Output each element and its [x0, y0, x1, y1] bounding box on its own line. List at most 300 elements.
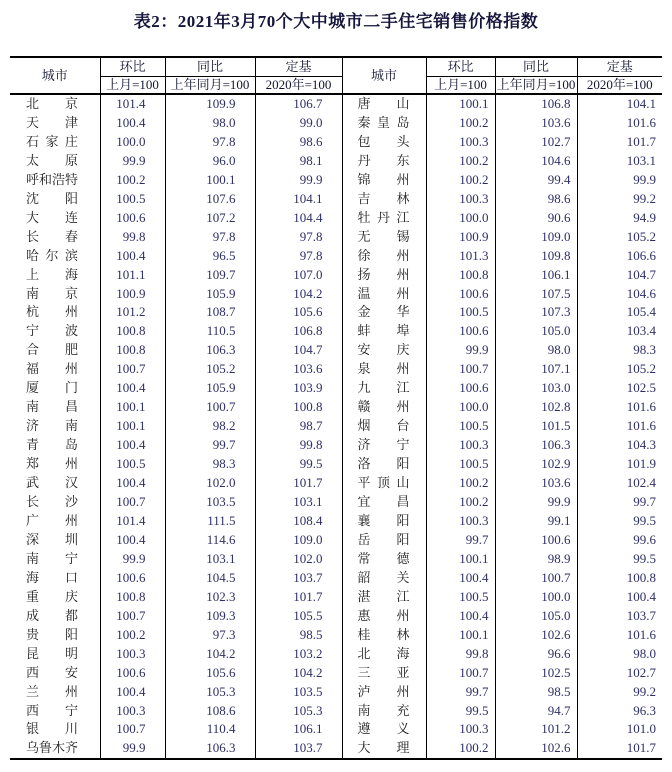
city-cell [10, 398, 100, 417]
city-name: 兰州 [26, 683, 78, 699]
city-cell [10, 455, 100, 474]
city-name: 合肥 [26, 342, 78, 358]
fixed-base-cell: 101.9 [577, 455, 662, 474]
mom-cell: 100.8 [426, 266, 495, 285]
city-name: 岳阳 [357, 531, 410, 547]
yoy-cell: 101.2 [495, 720, 577, 739]
yoy-cell: 105.6 [165, 664, 255, 683]
yoy-cell: 105.3 [165, 683, 255, 702]
city-cell [10, 531, 100, 550]
city-name: 丹东 [357, 152, 410, 168]
header-fixed-right: 定基 [577, 57, 662, 77]
mom-cell: 100.9 [426, 228, 495, 247]
yoy-cell: 109.9 [165, 94, 255, 114]
city-cell [10, 702, 100, 721]
mom-cell: 100.2 [100, 626, 165, 645]
yoy-cell: 98.0 [165, 114, 255, 133]
yoy-cell: 98.0 [495, 341, 577, 360]
yoy-cell: 111.5 [165, 512, 255, 531]
city-cell [342, 322, 426, 341]
mom-cell: 100.5 [426, 417, 495, 436]
fixed-base-cell: 99.2 [577, 683, 662, 702]
page-title: 表2：2021年3月70个大中城市二手住宅销售价格指数 [133, 12, 539, 31]
city-cell [342, 228, 426, 247]
mom-cell: 100.0 [426, 398, 495, 417]
city-name: 赣州 [357, 399, 410, 415]
fixed-base-cell: 103.5 [255, 683, 342, 702]
fixed-base-cell: 105.2 [577, 228, 662, 247]
yoy-cell: 106.1 [495, 266, 577, 285]
city-name: 乌鲁木齐 [26, 740, 79, 756]
city-name: 泉州 [357, 361, 410, 377]
table-row [10, 739, 662, 759]
mom-cell: 100.7 [100, 493, 165, 512]
fixed-base-cell: 101.7 [255, 474, 342, 493]
city-name: 锦州 [357, 171, 410, 187]
fixed-base-cell: 103.1 [255, 493, 342, 512]
mom-cell: 100.1 [426, 550, 495, 569]
yoy-cell: 100.7 [495, 569, 577, 588]
city-cell [10, 512, 100, 531]
fixed-base-cell: 103.7 [255, 739, 342, 759]
fixed-base-cell: 98.1 [255, 152, 342, 171]
table-row [10, 626, 662, 645]
mom-cell: 100.7 [100, 720, 165, 739]
mom-cell: 100.0 [426, 209, 495, 228]
city-name: 韶关 [357, 569, 410, 585]
city-cell [10, 228, 100, 247]
city-cell [342, 190, 426, 209]
mom-cell: 100.8 [100, 588, 165, 607]
fixed-base-cell: 103.7 [577, 607, 662, 626]
table-row [10, 683, 662, 702]
header-fixed-left: 定基 [255, 57, 342, 77]
fixed-base-cell: 101.0 [577, 720, 662, 739]
yoy-cell: 100.7 [165, 398, 255, 417]
city-cell [342, 683, 426, 702]
city-cell [342, 739, 426, 759]
city-cell [10, 285, 100, 304]
yoy-cell: 100.1 [165, 171, 255, 190]
yoy-cell: 99.9 [495, 493, 577, 512]
mom-cell: 100.6 [426, 322, 495, 341]
yoy-cell: 109.8 [495, 247, 577, 266]
fixed-base-cell: 99.8 [255, 436, 342, 455]
mom-cell: 100.7 [426, 360, 495, 379]
city-name: 平顶山 [357, 475, 410, 491]
table-row [10, 436, 662, 455]
city-name: 呼和浩特 [26, 171, 79, 187]
city-name: 宜昌 [357, 494, 410, 510]
mom-cell: 100.2 [426, 171, 495, 190]
table-row [10, 398, 662, 417]
yoy-cell: 96.0 [165, 152, 255, 171]
fixed-base-cell: 103.1 [577, 152, 662, 171]
city-cell [10, 436, 100, 455]
mom-cell: 100.5 [426, 303, 495, 322]
mom-cell: 100.7 [100, 360, 165, 379]
header-mom-right: 环比 [426, 57, 495, 77]
mom-cell: 100.6 [426, 379, 495, 398]
table-row [10, 247, 662, 266]
yoy-cell: 106.3 [165, 739, 255, 759]
fixed-base-cell: 99.9 [255, 171, 342, 190]
yoy-cell: 103.1 [165, 550, 255, 569]
fixed-base-cell: 104.4 [255, 209, 342, 228]
city-cell [10, 171, 100, 190]
yoy-cell: 106.3 [165, 341, 255, 360]
header-city-left: 城市 [10, 57, 100, 94]
table-row [10, 190, 662, 209]
fixed-base-cell: 98.6 [255, 133, 342, 152]
fixed-base-cell: 97.8 [255, 247, 342, 266]
mom-cell: 99.7 [426, 531, 495, 550]
city-cell [342, 94, 426, 114]
yoy-cell: 103.5 [165, 493, 255, 512]
city-name: 洛阳 [357, 456, 410, 472]
city-cell [342, 398, 426, 417]
table-row [10, 285, 662, 304]
city-name: 秦皇岛 [357, 114, 410, 130]
mom-cell: 100.8 [100, 322, 165, 341]
city-name: 湛江 [357, 588, 410, 604]
table-row [10, 152, 662, 171]
table-row [10, 512, 662, 531]
city-cell [342, 550, 426, 569]
table-row [10, 550, 662, 569]
mom-cell: 100.5 [426, 455, 495, 474]
table-row [10, 209, 662, 228]
yoy-cell: 105.2 [165, 360, 255, 379]
yoy-cell: 107.3 [495, 303, 577, 322]
yoy-cell: 97.3 [165, 626, 255, 645]
city-cell [342, 512, 426, 531]
fixed-base-cell: 98.7 [255, 417, 342, 436]
mom-cell: 100.5 [100, 190, 165, 209]
mom-cell: 99.5 [426, 702, 495, 721]
city-cell [342, 474, 426, 493]
fixed-base-cell: 98.3 [577, 341, 662, 360]
table-row [10, 474, 662, 493]
table-row [10, 379, 662, 398]
mom-cell: 100.3 [426, 512, 495, 531]
city-name: 徐州 [357, 247, 410, 263]
city-cell [342, 664, 426, 683]
yoy-cell: 96.5 [165, 247, 255, 266]
city-cell [10, 247, 100, 266]
city-name: 吉林 [357, 190, 410, 206]
mom-cell: 99.9 [426, 341, 495, 360]
fixed-base-cell: 98.0 [577, 645, 662, 664]
yoy-cell: 102.5 [495, 664, 577, 683]
table-row [10, 569, 662, 588]
fixed-base-cell: 109.0 [255, 531, 342, 550]
yoy-cell: 103.0 [495, 379, 577, 398]
fixed-base-cell: 101.6 [577, 114, 662, 133]
mom-cell: 99.8 [100, 228, 165, 247]
fixed-base-cell: 104.3 [577, 436, 662, 455]
header-fixed-base-left: 2020年=100 [255, 77, 342, 95]
mom-cell: 100.4 [100, 531, 165, 550]
city-cell [342, 720, 426, 739]
city-cell [10, 322, 100, 341]
fixed-base-cell: 98.5 [255, 626, 342, 645]
fixed-base-cell: 104.1 [255, 190, 342, 209]
city-cell [10, 114, 100, 133]
city-cell [10, 588, 100, 607]
fixed-base-cell: 104.6 [577, 285, 662, 304]
mom-cell: 101.3 [426, 247, 495, 266]
mom-cell: 100.3 [426, 436, 495, 455]
city-cell [342, 417, 426, 436]
fixed-base-cell: 99.7 [577, 493, 662, 512]
fixed-base-cell: 104.2 [255, 664, 342, 683]
city-cell [342, 645, 426, 664]
header-yoy-right: 同比 [495, 57, 577, 77]
city-name: 深圳 [26, 531, 78, 547]
city-name: 北海 [357, 645, 410, 661]
header-city-right: 城市 [342, 57, 426, 94]
city-name: 青岛 [26, 437, 78, 453]
fixed-base-cell: 105.2 [577, 360, 662, 379]
table-row [10, 228, 662, 247]
mom-cell: 100.2 [426, 493, 495, 512]
fixed-base-cell: 102.4 [577, 474, 662, 493]
city-cell [10, 341, 100, 360]
mom-cell: 100.3 [100, 645, 165, 664]
yoy-cell: 104.6 [495, 152, 577, 171]
table-row [10, 266, 662, 285]
table-row [10, 720, 662, 739]
yoy-cell: 105.9 [165, 379, 255, 398]
yoy-cell: 99.4 [495, 171, 577, 190]
price-index-table [10, 56, 662, 760]
fixed-base-cell: 94.9 [577, 209, 662, 228]
table-row [10, 171, 662, 190]
mom-cell: 100.4 [100, 247, 165, 266]
city-cell [342, 455, 426, 474]
fixed-base-cell: 102.5 [577, 379, 662, 398]
city-name: 包头 [357, 133, 410, 149]
city-cell [10, 417, 100, 436]
city-name: 安庆 [357, 342, 410, 358]
table-row [10, 493, 662, 512]
city-name: 牡丹江 [357, 209, 410, 225]
city-name: 成都 [26, 607, 78, 623]
yoy-cell: 94.7 [495, 702, 577, 721]
table-row [10, 455, 662, 474]
fixed-base-cell: 104.7 [255, 341, 342, 360]
mom-cell: 100.9 [100, 285, 165, 304]
mom-cell: 100.4 [426, 569, 495, 588]
city-name: 郑州 [26, 456, 78, 472]
table-row [10, 360, 662, 379]
city-cell [10, 683, 100, 702]
mom-cell: 100.1 [426, 626, 495, 645]
fixed-base-cell: 106.7 [255, 94, 342, 114]
city-name: 遵义 [357, 721, 410, 737]
header-fixed-base-right: 2020年=100 [577, 77, 662, 95]
yoy-cell: 114.6 [165, 531, 255, 550]
city-cell [342, 266, 426, 285]
fixed-base-cell: 99.5 [255, 455, 342, 474]
city-cell [342, 152, 426, 171]
mom-cell: 100.5 [100, 455, 165, 474]
city-name: 惠州 [357, 607, 410, 623]
mom-cell: 99.9 [100, 739, 165, 759]
fixed-base-cell: 107.0 [255, 266, 342, 285]
mom-cell: 100.7 [426, 664, 495, 683]
city-name: 泸州 [357, 683, 410, 699]
yoy-cell: 97.8 [165, 228, 255, 247]
mom-cell: 100.3 [426, 133, 495, 152]
yoy-cell: 102.0 [165, 474, 255, 493]
city-name: 西宁 [26, 702, 78, 718]
city-cell [342, 569, 426, 588]
fixed-base-cell: 101.7 [577, 739, 662, 759]
fixed-base-cell: 101.6 [577, 417, 662, 436]
fixed-base-cell: 96.3 [577, 702, 662, 721]
city-name: 三亚 [357, 664, 410, 680]
city-name: 大理 [357, 740, 410, 756]
fixed-base-cell: 99.2 [577, 190, 662, 209]
mom-cell: 99.9 [100, 152, 165, 171]
header-mom-base-left: 上月=100 [100, 77, 165, 95]
mom-cell: 100.0 [100, 133, 165, 152]
city-name: 海口 [26, 569, 78, 585]
mom-cell: 100.1 [100, 398, 165, 417]
city-cell [10, 720, 100, 739]
yoy-cell: 110.5 [165, 322, 255, 341]
city-name: 烟台 [357, 418, 410, 434]
city-name: 温州 [357, 285, 410, 301]
yoy-cell: 106.8 [495, 94, 577, 114]
city-cell [342, 341, 426, 360]
fixed-base-cell: 105.5 [255, 607, 342, 626]
city-cell [342, 379, 426, 398]
fixed-base-cell: 106.1 [255, 720, 342, 739]
city-name: 重庆 [26, 588, 78, 604]
city-name: 福州 [26, 361, 78, 377]
mom-cell: 100.6 [100, 664, 165, 683]
city-name: 南京 [26, 285, 78, 301]
mom-cell: 101.4 [100, 94, 165, 114]
mom-cell: 100.5 [426, 588, 495, 607]
yoy-cell: 107.2 [165, 209, 255, 228]
yoy-cell: 108.6 [165, 702, 255, 721]
city-cell [10, 493, 100, 512]
table-row [10, 531, 662, 550]
yoy-cell: 96.6 [495, 645, 577, 664]
yoy-cell: 102.8 [495, 398, 577, 417]
mom-cell: 99.7 [426, 683, 495, 702]
mom-cell: 100.7 [100, 607, 165, 626]
city-cell [342, 114, 426, 133]
table-row [10, 114, 662, 133]
city-name: 杭州 [26, 304, 78, 320]
city-name: 上海 [26, 266, 78, 282]
city-name: 长春 [26, 228, 78, 244]
yoy-cell: 100.6 [495, 531, 577, 550]
city-cell [342, 171, 426, 190]
table-row [10, 133, 662, 152]
yoy-cell: 100.0 [495, 588, 577, 607]
fixed-base-cell: 103.7 [255, 569, 342, 588]
city-name: 唐山 [357, 96, 410, 111]
fixed-base-cell: 106.6 [577, 247, 662, 266]
city-cell [342, 303, 426, 322]
yoy-cell: 98.5 [495, 683, 577, 702]
header-yoy-left: 同比 [165, 57, 255, 77]
city-cell [342, 531, 426, 550]
table-row [10, 607, 662, 626]
city-cell [10, 360, 100, 379]
yoy-cell: 107.6 [165, 190, 255, 209]
city-name: 宁波 [26, 323, 78, 339]
table-row [10, 702, 662, 721]
mom-cell: 99.9 [100, 550, 165, 569]
city-cell [342, 588, 426, 607]
city-name: 广州 [26, 512, 78, 528]
yoy-cell: 99.7 [165, 436, 255, 455]
city-cell [10, 664, 100, 683]
city-cell [10, 739, 100, 759]
mom-cell: 100.8 [100, 341, 165, 360]
yoy-cell: 103.6 [495, 114, 577, 133]
yoy-cell: 98.9 [495, 550, 577, 569]
mom-cell: 101.1 [100, 266, 165, 285]
city-cell [342, 133, 426, 152]
mom-cell: 100.2 [426, 152, 495, 171]
city-cell [10, 133, 100, 152]
city-name: 石家庄 [26, 133, 78, 149]
fixed-base-cell: 108.4 [255, 512, 342, 531]
city-cell [10, 303, 100, 322]
city-name: 南充 [357, 702, 410, 718]
city-name: 大连 [26, 209, 78, 225]
table-row [10, 588, 662, 607]
mom-cell: 100.2 [100, 171, 165, 190]
fixed-base-cell: 100.8 [255, 398, 342, 417]
city-name: 长沙 [26, 494, 78, 510]
city-cell [342, 626, 426, 645]
city-cell [342, 436, 426, 455]
city-cell [10, 190, 100, 209]
fixed-base-cell: 105.4 [577, 303, 662, 322]
city-name: 济南 [26, 418, 78, 434]
header-mom-left: 环比 [100, 57, 165, 77]
fixed-base-cell: 102.7 [577, 664, 662, 683]
city-name: 扬州 [357, 266, 410, 282]
fixed-base-cell: 102.0 [255, 550, 342, 569]
fixed-base-cell: 104.2 [255, 285, 342, 304]
mom-cell: 100.2 [426, 474, 495, 493]
fixed-base-cell: 99.0 [255, 114, 342, 133]
fixed-base-cell: 103.6 [255, 360, 342, 379]
city-name: 九江 [357, 380, 410, 396]
fixed-base-cell: 106.8 [255, 322, 342, 341]
mom-cell: 100.1 [100, 417, 165, 436]
mom-cell: 100.4 [100, 474, 165, 493]
mom-cell: 99.8 [426, 645, 495, 664]
city-name: 银川 [26, 721, 78, 737]
city-name: 昆明 [26, 645, 78, 661]
yoy-cell: 105.0 [495, 607, 577, 626]
fixed-base-cell: 104.1 [577, 94, 662, 114]
yoy-cell: 108.7 [165, 303, 255, 322]
fixed-base-cell: 99.5 [577, 550, 662, 569]
yoy-cell: 98.3 [165, 455, 255, 474]
